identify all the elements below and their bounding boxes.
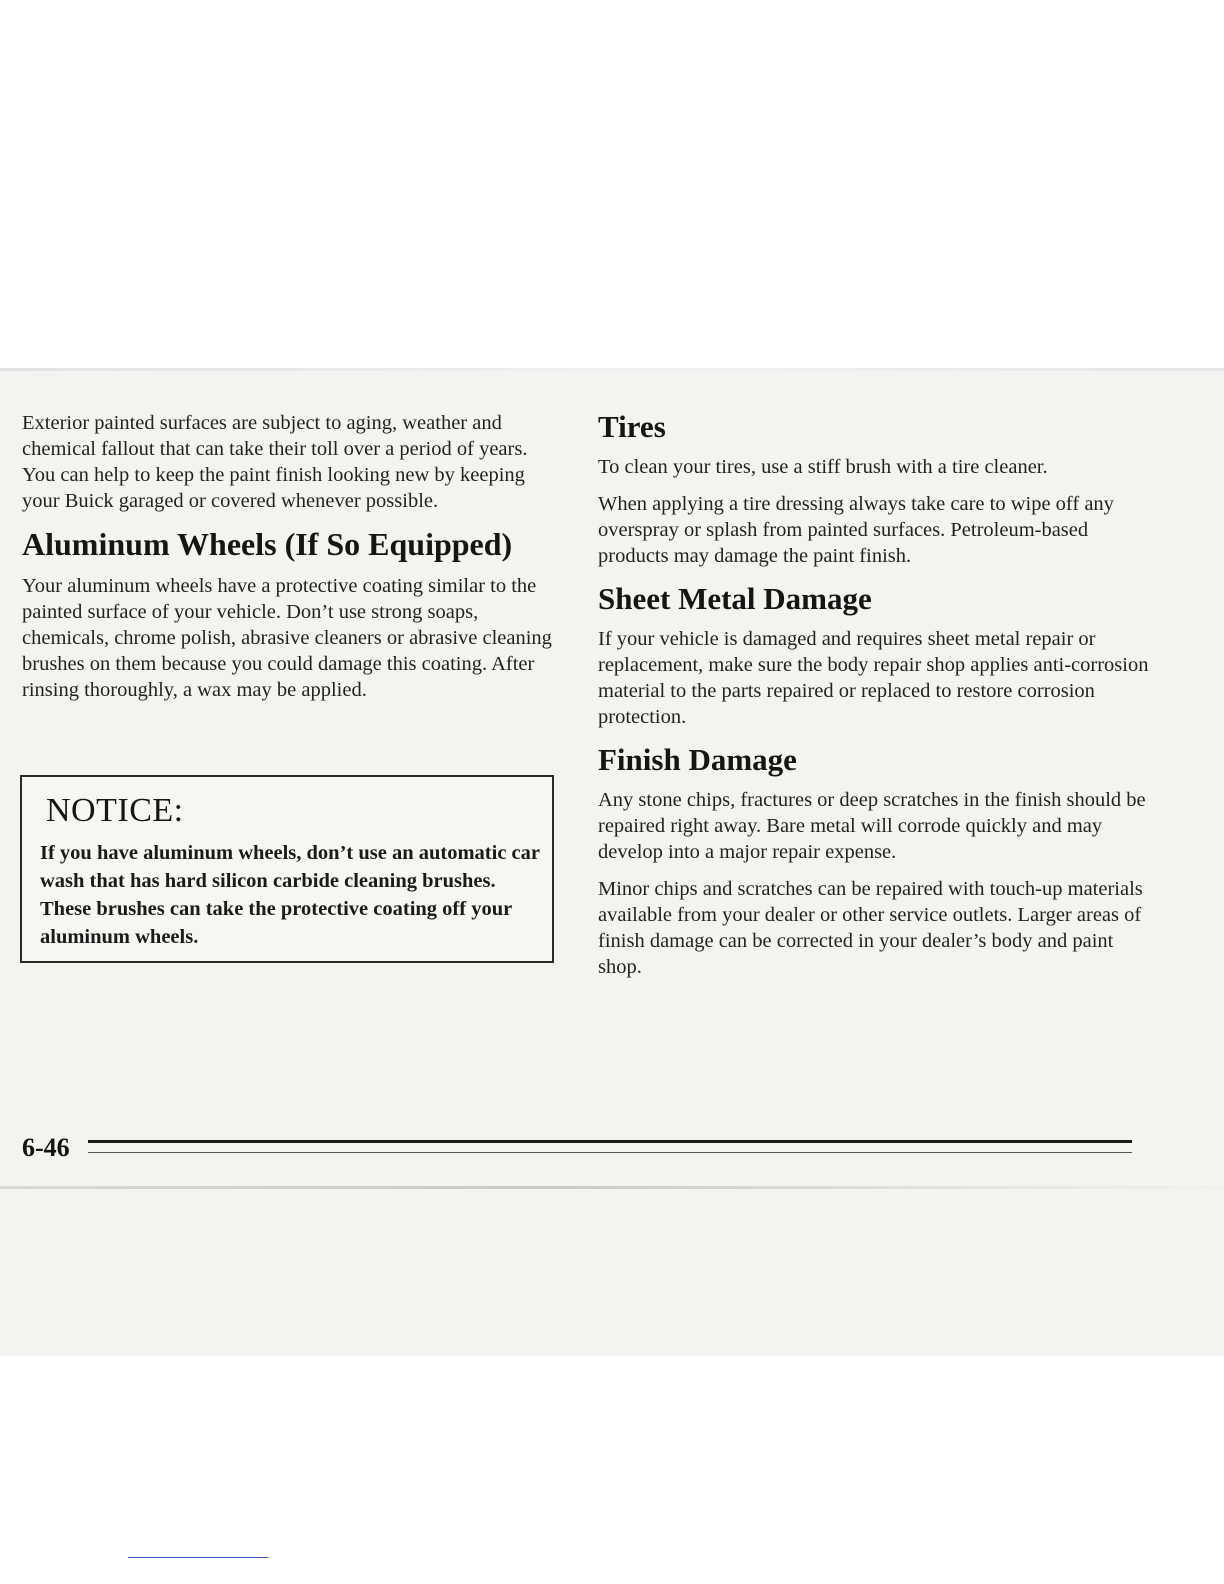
left-column xyxy=(22,410,562,714)
footer-rule-thin xyxy=(88,1152,1132,1153)
finish-damage-paragraph-2: Minor chips and scratches can be repaired with touch-up materials available from your dealer or other service outlets. Larger areas of finish damage can be corrected in your dealer’s body and paint shop. xyxy=(598,878,1143,978)
page-number: 6-46 xyxy=(22,1133,70,1162)
aluminum-wheels-heading: Aluminum Wheels (If So Equipped) xyxy=(22,526,513,562)
footer-rule-thick xyxy=(88,1140,1132,1143)
bottom-stub-line xyxy=(128,1557,268,1558)
right-column xyxy=(598,408,1158,991)
finish-damage-paragraph-1: Any stone chips, fractures or deep scratches in the finish should be repaired right away. Bare metal will corrode quickly and may develop into a major repair expense. xyxy=(598,789,1146,863)
sheet-metal-damage-heading: Sheet Metal Damage xyxy=(598,581,872,616)
tires-paragraph-2: When applying a tire dressing always take care to wipe off any overspray or splash from painted surfaces. Petroleum-based products may damage the paint finish. xyxy=(598,493,1114,567)
intro-paragraph: Exterior painted surfaces are subject to aging, weather and chemical fallout that can take their toll over a period of years. You can help to keep the paint finish looking new by keeping your Buick garaged or covered whenever possible. xyxy=(22,412,528,512)
finish-damage-heading: Finish Damage xyxy=(598,742,797,777)
tires-heading: Tires xyxy=(598,409,666,444)
sheet-metal-damage-paragraph: If your vehicle is damaged and requires sheet metal repair or replacement, make sure the body repair shop applies anti-corrosion material to the parts repaired or replaced to restore corrosion protection. xyxy=(598,628,1149,728)
aluminum-wheels-paragraph: Your aluminum wheels have a protective coating similar to the painted surface of your vehicle. Don’t use strong soaps, chemicals, chrome polish, abrasive cleaners or abrasive cleaning brushes on them because you could damage this coating. After rinsing thoroughly, a wax may be applied. xyxy=(22,575,552,701)
notice-box xyxy=(20,775,554,963)
notice-text: If you have aluminum wheels, don’t use an automatic car wash that has hard silicon carbide cleaning brushes. These brushes can take the protective coating off your aluminum wheels. xyxy=(40,842,540,948)
scan-top-edge xyxy=(0,368,1224,371)
notice-title: NOTICE: xyxy=(46,792,184,829)
scan-bottom-edge xyxy=(0,1186,1224,1189)
tires-paragraph-1: To clean your tires, use a stiff brush with a tire cleaner. xyxy=(598,456,1048,478)
